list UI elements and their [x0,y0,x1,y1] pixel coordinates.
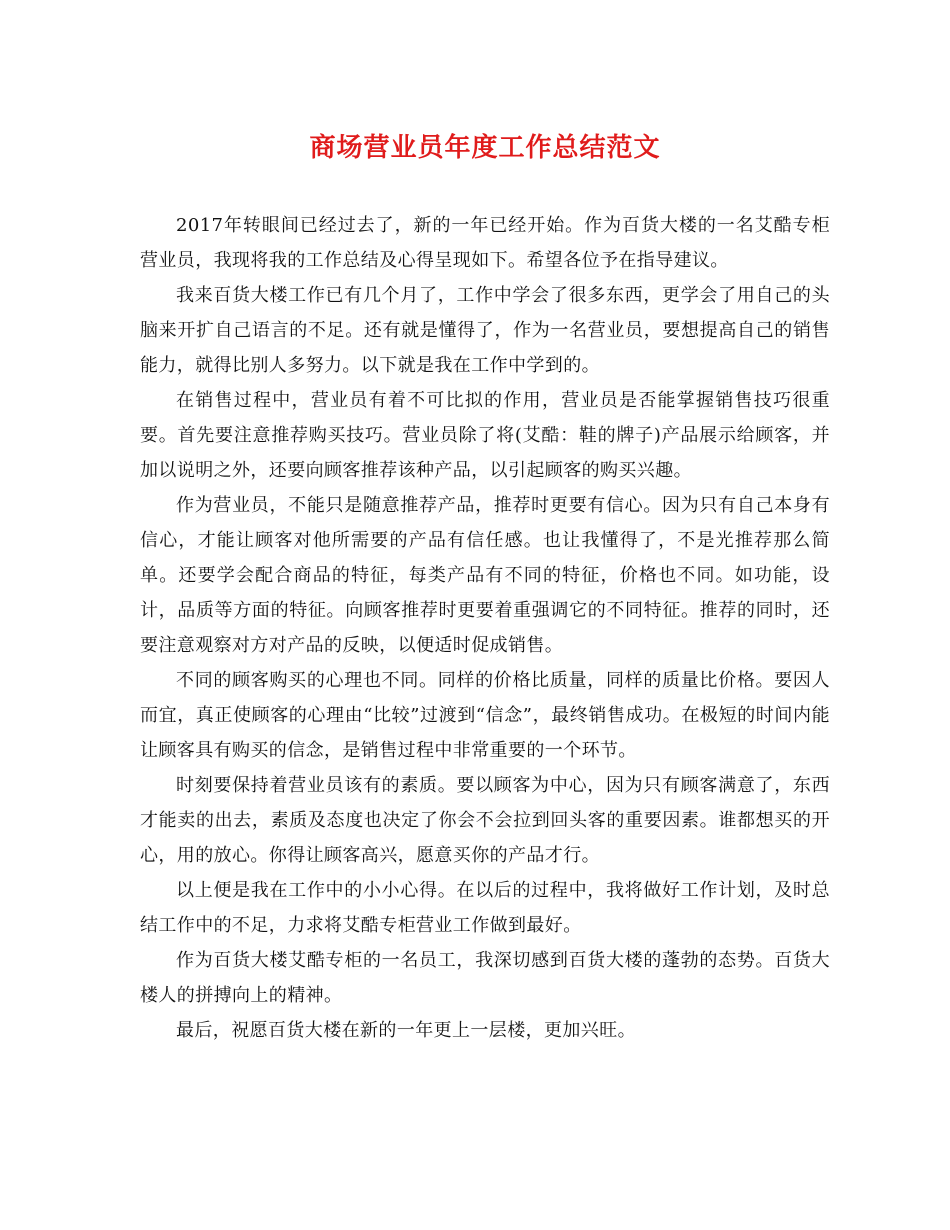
paragraph-6: 时刻要保持着营业员该有的素质。要以顾客为中心，因为只有顾客满意了，东西才能卖的出去，素质及态度也决定了你会不会拉到回头客的重要因素。谁都想买的开心，用的放心。你得让顾客高兴，愿意买你的产品才行。 [140,775,830,866]
paragraph-1: 2017年转眼间已经过去了，新的一年已经开始。作为百货大楼的一名艾酷专柜营业员，我现将我的工作总结及心得呈现如下。希望各位予在指导建议。 [140,215,830,271]
paragraph-9: 最后，祝愿百货大楼在新的一年更上一层楼，更加兴旺。 [176,1020,636,1041]
paragraph-4: 作为营业员，不能只是随意推荐产品，推荐时更要有信心。因为只有自己本身有信心，才能让顾客对他所需要的产品有信任感。也让我懂得了，不是光推荐那么简单。还要学会配合商品的特征，每类产品有不同的特征，价格也不同。如功能，设计，品质等方面的特征。向顾客推荐时更要着重强调它的不同特征。推荐的同时，还要注意观察对方对产品的反映，以便适时促成销售。 [140,495,830,656]
paragraph-7: 以上便是我在工作中的小小心得。在以后的过程中，我将做好工作计划，及时总结工作中的不足，力求将艾酷专柜营业工作做到最好。 [140,880,830,936]
paragraph-3: 在销售过程中，营业员有着不可比拟的作用，营业员是否能掌握销售技巧很重要。首先要注意推荐购买技巧。营业员除了将(艾酷：鞋的牌子)产品展示给顾客，并加以说明之外，还要向顾客推荐该种产品，以引起顾客的购买兴趣。 [140,390,830,481]
document-title: 商场营业员年度工作总结范文 [309,133,661,163]
paragraph-8: 作为百货大楼艾酷专柜的一名员工，我深切感到百货大楼的蓬勃的态势。百货大楼人的拼搏向上的精神。 [140,950,830,1006]
paragraph-2: 我来百货大楼工作已有几个月了，工作中学会了很多东西，更学会了用自己的头脑来开扩自己语言的不足。还有就是懂得了，作为一名营业员，要想提高自己的销售能力，就得比别人多努力。以下就是我在工作中学到的。 [140,285,830,376]
document-body [140,208,830,1048]
paragraph-5: 不同的顾客购买的心理也不同。同样的价格比质量，同样的质量比价格。要因人而宜，真正使顾客的心理由“比较”过渡到“信念”，最终销售成功。在极短的时间内能让顾客具有购买的信念，是销售过程中非常重要的一个环节。 [140,670,830,761]
